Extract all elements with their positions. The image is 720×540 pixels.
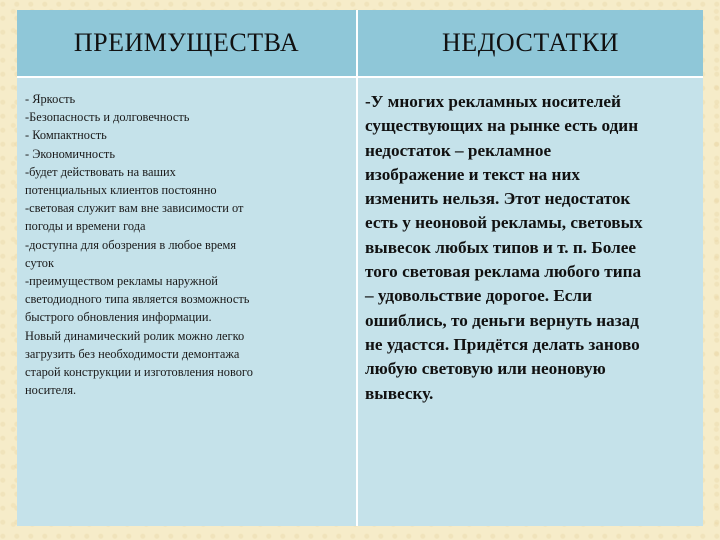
cons-text: -У многих рекламных носителей существующих на рынке есть один недостаток – рекламное изображение и текст на них изменить нельзя. Этот недостаток есть у неоновой рекламы, световых вывесок любых типов и т. п. Более того световая реклама любого типа – удовольствие дорогое. Если ошиблись, то деньги вернуть назад не удастся. Придётся делать заново любую световую или неоновую вывеску.: [365, 92, 643, 403]
pros-line: - Компактность: [25, 128, 107, 143]
pros-line: погоды и времени года: [25, 219, 146, 234]
pros-line: -преимуществом рекламы наружной: [25, 274, 218, 289]
pros-line: суток: [25, 255, 54, 270]
pros-line: светодиодного типа является возможность: [25, 292, 250, 307]
pros-list: [17, 78, 356, 399]
pros-line: потенциальных клиентов постоянно: [25, 183, 217, 198]
pros-line: загрузить без необходимости демонтажа: [25, 346, 240, 361]
header-pros: [17, 10, 358, 78]
header-pros-label: ПРЕИМУЩЕСТВА: [73, 28, 300, 57]
pros-line: - Экономичность: [25, 146, 115, 161]
comparison-table: [17, 10, 703, 526]
pros-line: -доступна для обозрения в любое время: [25, 237, 237, 252]
pros-line: носителя.: [25, 383, 77, 398]
pros-line: -Безопасность и долговечность: [25, 110, 190, 125]
header-cons-label: НЕДОСТАТКИ: [442, 28, 619, 57]
pros-cell: [17, 78, 358, 526]
pros-line: Новый динамический ролик можно легко: [25, 328, 245, 343]
header-cons: [358, 10, 703, 78]
pros-line: быстрого обновления информации.: [25, 310, 212, 325]
pros-line: старой конструкции и изготовления нового: [25, 365, 253, 380]
pros-line: -будет действовать на ваших: [25, 164, 176, 179]
pros-line: - Яркость: [25, 92, 76, 106]
pros-line: -световая служит вам вне зависимости от: [25, 201, 244, 216]
cons-cell: [358, 78, 703, 526]
